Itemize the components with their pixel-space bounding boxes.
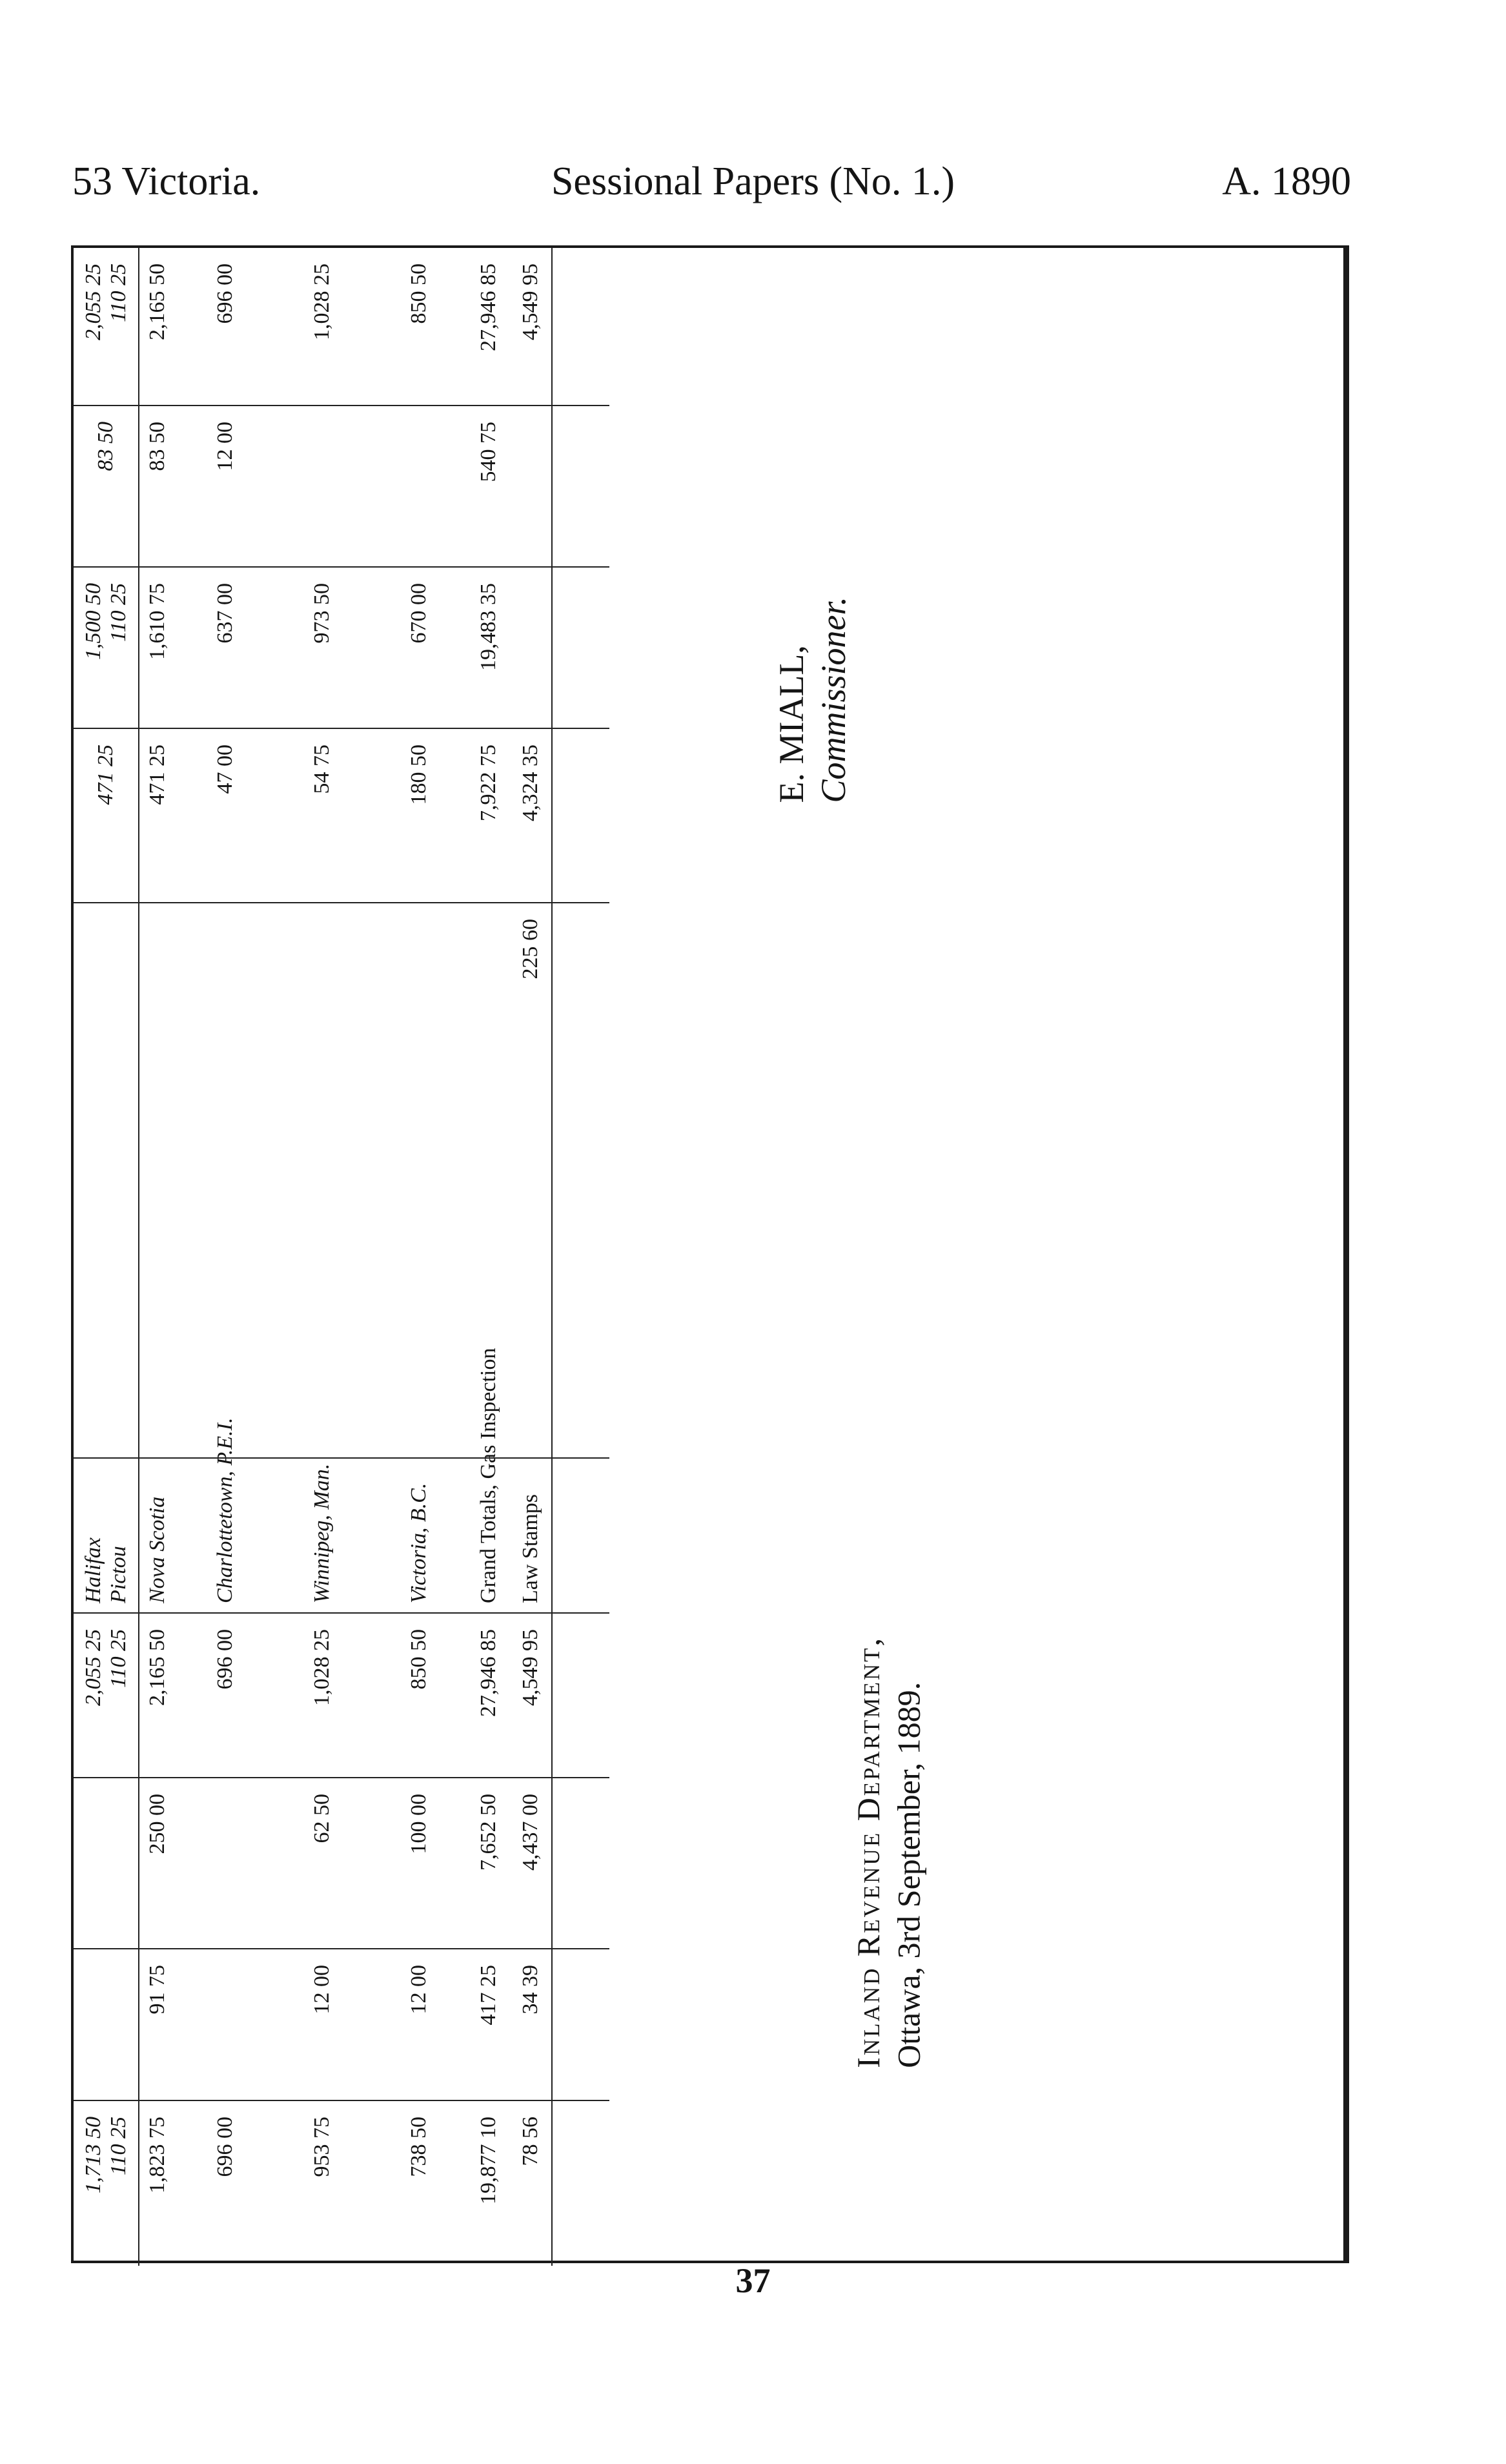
amount-cell — [509, 2101, 551, 2266]
signature-name: E. MIALL, — [772, 645, 811, 803]
amount-value: 637 00 — [213, 583, 238, 644]
amount-value: 27,946 85 — [476, 1629, 500, 1717]
table-row — [74, 248, 139, 2266]
amount-value: 696 00 — [213, 1629, 238, 1690]
amount-cell — [177, 729, 274, 903]
amount-cell — [74, 903, 138, 1459]
amount-value: 83 50 — [94, 422, 118, 471]
header-year: A. 1890 — [1222, 159, 1351, 203]
amount-cell — [274, 1614, 371, 1778]
amount-value: 696 00 — [213, 263, 238, 324]
amount-value: 180 50 — [407, 744, 431, 805]
amount-cell — [138, 729, 177, 903]
amount-value: 54 75 — [310, 744, 334, 794]
amount-cell — [177, 903, 274, 1459]
amount-cell — [274, 729, 371, 903]
column-rule — [74, 1948, 609, 1949]
amount-value: 4,549 95 — [518, 263, 542, 340]
row-label — [74, 1459, 138, 1614]
amount-cell — [467, 1778, 509, 1949]
table-row — [371, 248, 467, 2266]
amount-cell — [138, 2101, 177, 2266]
table-row — [138, 248, 177, 2266]
amount-cell — [274, 903, 371, 1459]
amount-cell — [74, 729, 138, 903]
amount-cell — [138, 248, 177, 406]
amount-value: 540 75 — [476, 422, 500, 482]
column-rule — [74, 1612, 609, 1614]
amount-cell — [467, 729, 509, 903]
amount-value: 953 75 — [310, 2117, 334, 2177]
amount-value: 100 00 — [407, 1794, 431, 1854]
amount-cell — [138, 568, 177, 729]
amount-cell — [371, 568, 467, 729]
amount-cell — [467, 568, 509, 729]
column-rule — [74, 2100, 609, 2101]
row-label — [509, 1459, 551, 1614]
row-label-text: Grand Totals, Gas Inspection — [476, 1348, 500, 1603]
amount-cell — [467, 1949, 509, 2101]
row-label — [274, 1459, 371, 1614]
amount-cell — [274, 248, 371, 406]
amount-value: 110 25 — [107, 2117, 130, 2175]
amount-cell — [467, 1614, 509, 1778]
department-block — [848, 1636, 929, 2068]
amount-value: 1,500 50 — [81, 583, 105, 660]
row-label-text: Charlottetown, P.E.I. — [213, 1417, 238, 1603]
amount-cell — [138, 1949, 177, 2101]
amount-cell — [509, 1778, 551, 1949]
table-row — [509, 248, 553, 2266]
amount-cell — [274, 406, 371, 568]
amount-cell — [177, 406, 274, 568]
amount-cell — [74, 2101, 138, 2266]
amount-cell — [371, 248, 467, 406]
column-rule — [74, 1777, 609, 1778]
amount-value: 7,922 75 — [476, 744, 500, 821]
amount-value: 670 00 — [407, 583, 431, 644]
header-title: Sessional Papers (No. 1.) — [551, 159, 955, 203]
amount-cell — [509, 568, 551, 729]
amount-value: 27,946 85 — [476, 263, 500, 351]
amount-cell — [138, 1778, 177, 1949]
amount-cell — [177, 248, 274, 406]
amount-value: 250 00 — [145, 1794, 170, 1854]
gas-inspection-table — [74, 248, 609, 2266]
amount-cell — [138, 406, 177, 568]
amount-value: 2,165 50 — [145, 1629, 170, 1706]
amount-value: 417 25 — [476, 1965, 500, 2026]
amount-value: 2,165 50 — [145, 263, 170, 340]
row-label-text: Halifax — [81, 1537, 105, 1603]
amount-cell — [509, 248, 551, 406]
amount-cell — [177, 568, 274, 729]
header-session: 53 Victoria. — [72, 159, 261, 203]
amount-value: 1,713 50 — [81, 2117, 105, 2193]
amount-value: 973 50 — [310, 583, 334, 644]
rotated-table-frame — [71, 245, 1349, 2263]
amount-value: 12 00 — [407, 1965, 431, 2015]
amount-value: 12 00 — [310, 1965, 334, 2015]
column-rule — [74, 566, 609, 568]
amount-value: 34 39 — [518, 1965, 542, 2015]
amount-cell — [467, 248, 509, 406]
row-label — [371, 1459, 467, 1614]
amount-value: 471 25 — [94, 744, 118, 805]
amount-cell — [467, 2101, 509, 2266]
amount-cell — [371, 1949, 467, 2101]
signature-block — [771, 571, 855, 803]
amount-value: 1,028 25 — [310, 1629, 334, 1706]
column-rule — [74, 902, 609, 903]
amount-value: 110 25 — [107, 583, 130, 642]
amount-cell — [74, 248, 138, 406]
row-label — [467, 1348, 509, 1614]
amount-cell — [138, 903, 177, 1459]
amount-cell — [274, 568, 371, 729]
amount-value: 47 00 — [213, 744, 238, 794]
amount-value: 850 50 — [407, 263, 431, 324]
amount-value: 696 00 — [213, 2117, 238, 2177]
amount-cell — [371, 1614, 467, 1778]
amount-cell — [371, 2101, 467, 2266]
table-row — [177, 248, 274, 2266]
amount-value: 83 50 — [145, 422, 170, 471]
page-number: 37 — [735, 2261, 771, 2300]
amount-cell — [371, 406, 467, 568]
amount-value: 1,028 25 — [310, 263, 334, 340]
row-label-text: Nova Scotia — [145, 1496, 170, 1603]
department-date: Ottawa, 3rd September, 1889. — [890, 1681, 927, 2068]
amount-cell — [509, 1949, 551, 2101]
amount-cell — [177, 1614, 274, 1778]
amount-value: 7,652 50 — [476, 1794, 500, 1871]
amount-cell — [371, 729, 467, 903]
row-label-text: Winnipeg, Man. — [310, 1463, 334, 1603]
amount-value: 4,324 35 — [518, 744, 542, 821]
amount-value: 91 75 — [145, 1965, 170, 2015]
amount-cell — [74, 568, 138, 729]
table-row — [467, 248, 509, 2266]
row-label-text: Pictou — [107, 1546, 130, 1603]
amount-value: 850 50 — [407, 1629, 431, 1690]
amount-value: 738 50 — [407, 2117, 431, 2177]
amount-value: 78 56 — [518, 2117, 542, 2166]
amount-value: 2,055 25 — [81, 1629, 105, 1706]
column-rule — [74, 728, 609, 729]
amount-cell — [509, 903, 551, 1459]
amount-cell — [74, 1778, 138, 1949]
amount-value: 12 00 — [213, 422, 238, 471]
amount-value: 110 25 — [107, 1629, 130, 1688]
amount-value: 2,055 25 — [81, 263, 105, 340]
amount-value: 4,549 95 — [518, 1629, 542, 1706]
amount-cell — [509, 406, 551, 568]
amount-cell — [371, 903, 467, 1459]
amount-cell — [509, 729, 551, 903]
row-label — [177, 1417, 274, 1614]
amount-cell — [74, 406, 138, 568]
amount-cell — [509, 1614, 551, 1778]
amount-cell — [177, 2101, 274, 2266]
amount-value: 1,823 75 — [145, 2117, 170, 2193]
amount-value: 1,610 75 — [145, 583, 170, 660]
department-name: Inland Revenue Department, — [850, 1636, 886, 2068]
amount-cell — [74, 1614, 138, 1778]
amount-value: 19,877 10 — [476, 2117, 500, 2204]
amount-cell — [274, 1778, 371, 1949]
amount-value: 19,483 35 — [476, 583, 500, 671]
amount-cell — [177, 1778, 274, 1949]
amount-cell — [274, 2101, 371, 2266]
amount-cell — [138, 1614, 177, 1778]
table-row — [274, 248, 371, 2266]
column-rule — [74, 405, 609, 406]
amount-value: 471 25 — [145, 744, 170, 805]
amount-value: 225 60 — [518, 919, 542, 980]
amount-cell — [371, 1778, 467, 1949]
amount-cell — [467, 903, 509, 1459]
row-label-text: Law Stamps — [518, 1494, 542, 1603]
column-rule — [74, 1457, 609, 1459]
amount-value: 110 25 — [107, 263, 130, 322]
amount-value: 62 50 — [310, 1794, 334, 1843]
amount-cell — [74, 1949, 138, 2101]
row-label-text: Victoria, B.C. — [407, 1483, 431, 1603]
row-label — [138, 1459, 177, 1614]
signature-title: Commissioner. — [813, 597, 853, 803]
amount-cell — [274, 1949, 371, 2101]
amount-cell — [467, 406, 509, 568]
amount-cell — [177, 1949, 274, 2101]
amount-value: 4,437 00 — [518, 1794, 542, 1871]
